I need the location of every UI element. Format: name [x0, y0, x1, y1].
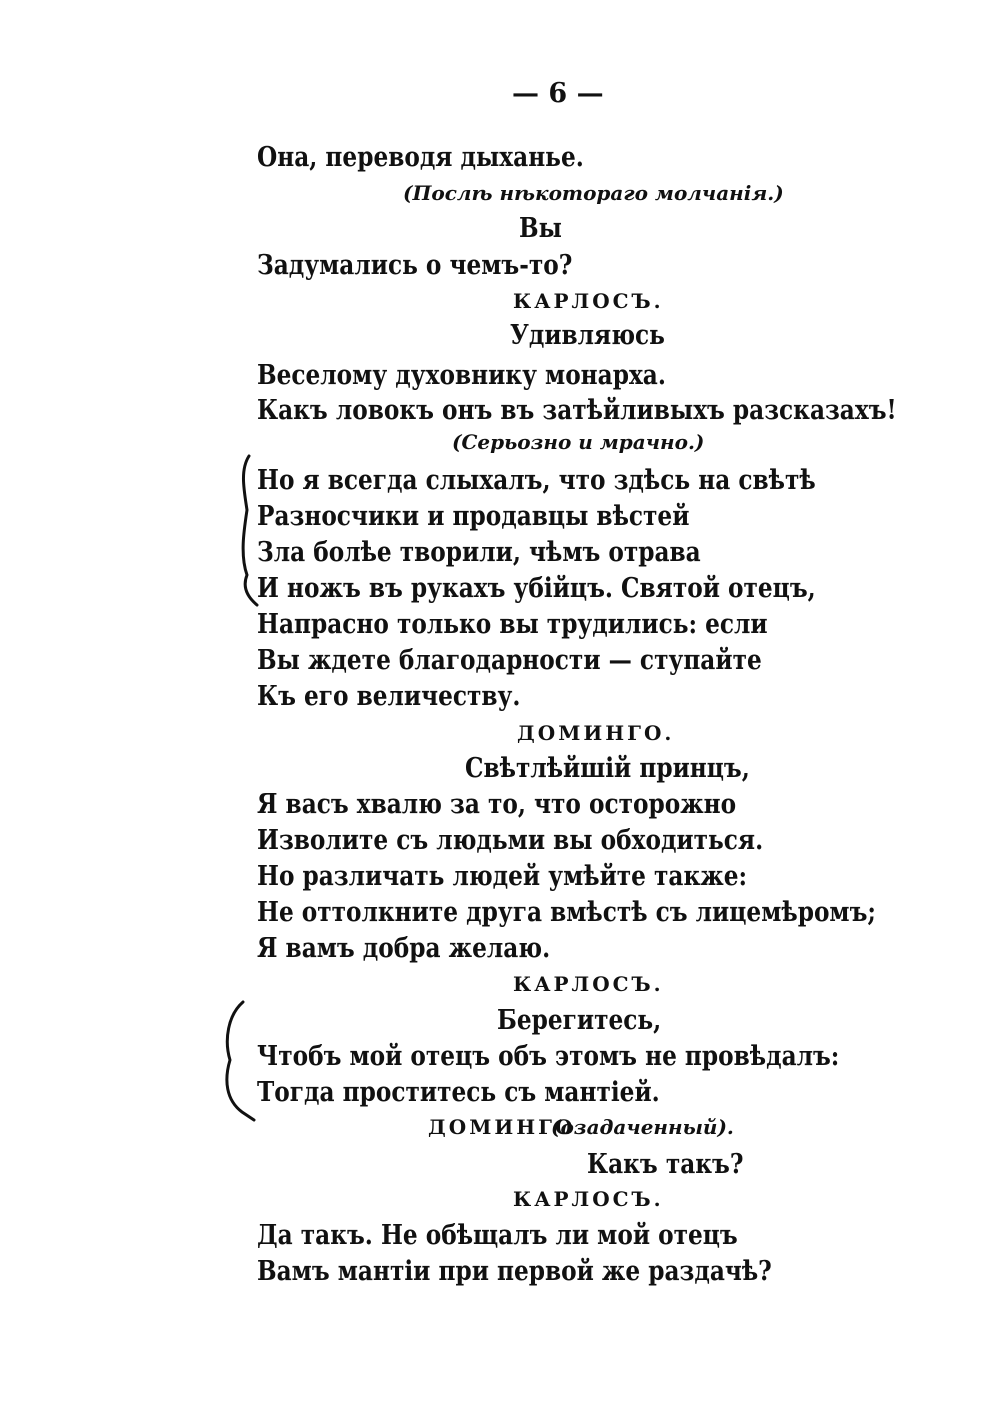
verse-line: Она, переводя дыханье. [257, 142, 584, 173]
speaker-name: КАРЛОСЪ. [513, 1187, 664, 1211]
verse-line: Берегитесь, [497, 1005, 662, 1036]
verse-line: Вы [519, 213, 562, 244]
verse-line: Напрасно только вы трудились: если [257, 609, 768, 640]
verse-line: Зла болѣе творили, чѣмъ отрава [257, 537, 701, 568]
bracket-mark [227, 1002, 254, 1120]
speaker-name: ДОМИНГО [428, 1115, 576, 1139]
verse-line: И ножъ въ рукахъ убійцъ. Святой отецъ, [257, 573, 816, 604]
stage-direction: (Послѣ нѣкотораго молчанія.) [403, 181, 784, 205]
verse-line: Какъ ловокъ онъ въ затѣйливыхъ разсказахъ! [257, 395, 897, 426]
verse-line: Веселому духовнику монарха. [257, 360, 666, 391]
speaker-name: ДОМИНГО. [517, 721, 675, 745]
verse-line: Разносчики и продавцы вѣстей [257, 501, 690, 532]
verse-line: Вы ждете благодарности — ступайте [257, 645, 762, 676]
verse-line: Да такъ. Не обѣщалъ ли мой отецъ [257, 1220, 738, 1251]
verse-line: Но я всегда слыхалъ, что здѣсь на свѣтѣ [257, 465, 816, 496]
verse-line: Тогда проститесь съ мантіей. [257, 1077, 660, 1108]
verse-line: Я вамъ добра желаю. [257, 933, 551, 964]
verse-line: Изволите съ людьми вы обходиться. [257, 825, 764, 856]
verse-line: Задумались о чемъ-то? [257, 250, 573, 281]
verse-line: Но различать людей умѣйте также: [257, 861, 748, 892]
page-number: — 6 — [512, 78, 604, 109]
verse-line: Къ его величеству. [257, 681, 521, 712]
verse-line: Вамъ мантіи при первой же раздачѣ? [257, 1256, 772, 1287]
stage-direction: (озадаченный). [551, 1115, 734, 1139]
verse-line: Свѣтлѣйшій принцъ, [465, 753, 750, 784]
bracket-mark [243, 456, 257, 605]
verse-line: Удивляюсь [510, 320, 665, 351]
verse-line: Чтобъ мой отецъ объ этомъ не провѣдалъ: [257, 1041, 840, 1072]
stage-direction: (Серьозно и мрачно.) [452, 430, 705, 454]
verse-line: Какъ такъ? [587, 1149, 744, 1180]
speaker-name: КАРЛОСЪ. [513, 289, 664, 313]
speaker-name: КАРЛОСЪ. [513, 972, 664, 996]
verse-line: Я васъ хвалю за то, что осторожно [257, 789, 737, 820]
verse-line: Не оттолкните друга вмѣстѣ съ лицемѣромъ; [257, 897, 876, 928]
